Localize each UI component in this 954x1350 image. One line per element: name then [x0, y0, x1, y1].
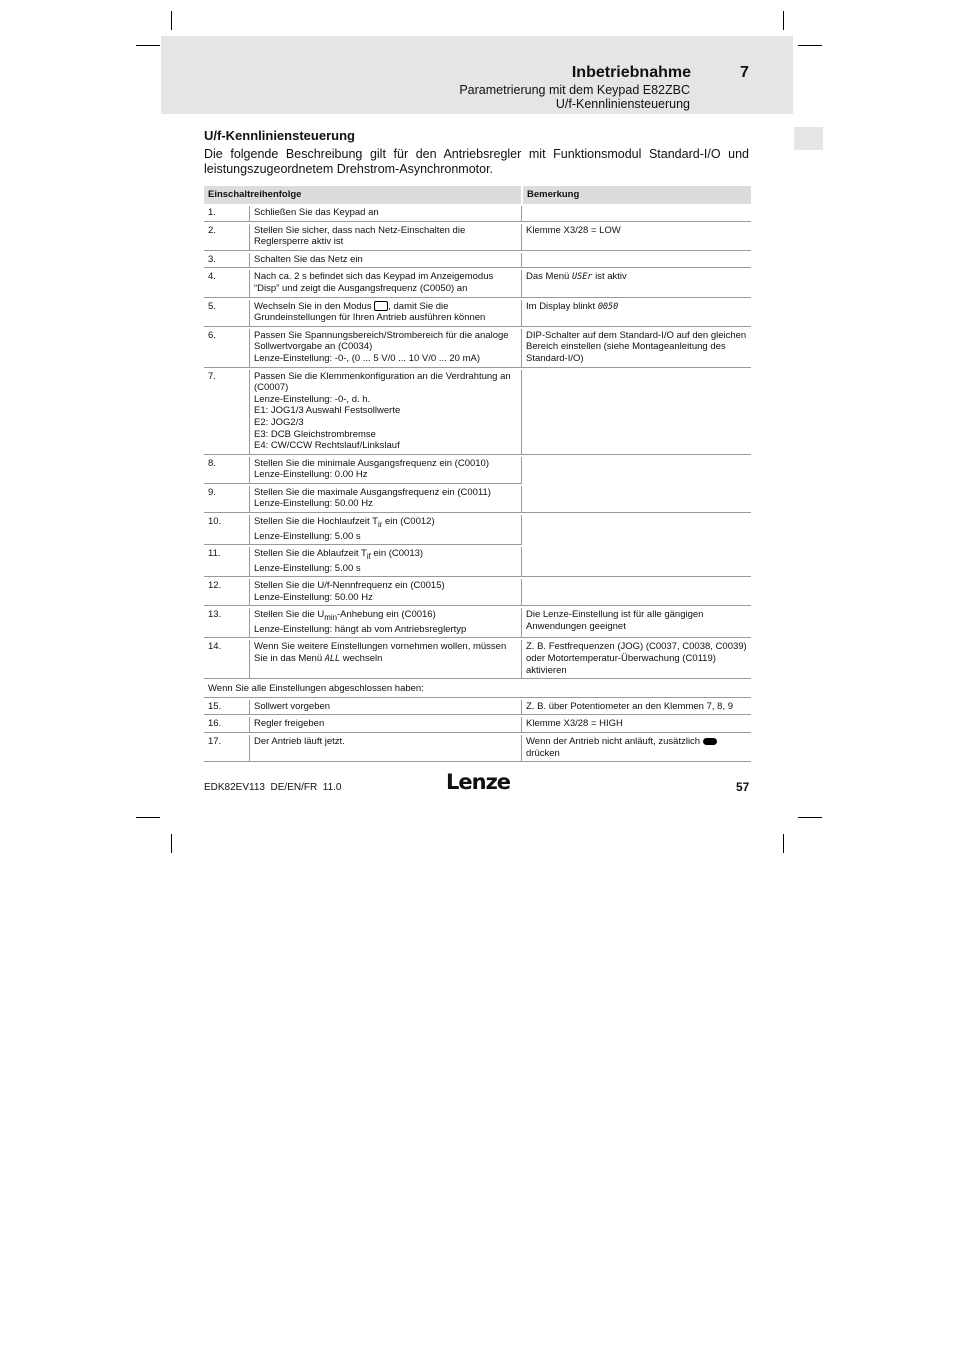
action-text: Stellen Sie die U/f-Nennfrequenz ein (C0015): [254, 580, 445, 592]
table-row: [204, 329, 751, 368]
action-text: ein (C0013): [370, 548, 424, 560]
step-action: Sollwert vorgeben: [249, 700, 521, 716]
step-remark: Klemme X3/28 = HIGH: [521, 717, 751, 733]
step-number: 6.: [204, 329, 249, 368]
step-number: 17.: [204, 735, 249, 762]
step-action: [249, 300, 521, 327]
action-text: Wechseln Sie in den Modus: [254, 300, 372, 312]
step-remark: [521, 515, 751, 545]
table-row: [204, 717, 751, 733]
action-line: E2: JOG2/3: [254, 416, 304, 428]
table-row: [204, 735, 751, 762]
table-row: [204, 370, 751, 455]
crop-mark: [136, 817, 160, 818]
header-subtitle-1: Parametrierung mit dem Keypad E82ZBC: [459, 83, 690, 97]
step-action: Nach ca. 2 s befindet sich das Keypad im Anzeigemodus “Disp” und zeigt die Ausgangsfrequenz (C0050) an: [249, 270, 521, 297]
action-text: Passen Sie die Klemmenkonfiguration an die Verdrahtung an (C0007): [254, 370, 511, 394]
section-heading: U/f-Kennliniensteuerung: [204, 128, 355, 143]
step-action: Der Antrieb läuft jetzt.: [249, 735, 521, 762]
commissioning-steps-table: [204, 184, 751, 764]
action-default: Lenze-Einstellung: 5.00 s: [254, 530, 361, 542]
crop-mark: [171, 834, 172, 853]
subscript: if: [366, 552, 371, 562]
table-header-row: [204, 186, 751, 204]
step-action: Regler freigeben: [249, 717, 521, 733]
table-row: [204, 270, 751, 297]
table-row: [204, 681, 751, 698]
action-text: Stellen Sie die Ablaufzeit T: [254, 548, 367, 560]
action-text: ein (C0012): [382, 516, 435, 528]
display-code: USEr: [571, 272, 593, 283]
step-action: [249, 579, 521, 606]
intro-paragraph: Die folgende Beschreibung gilt für den Antriebsregler mit Funktionsmodul Standard-I/O und leistungszugeordnetem Drehstrom-Asynchronmotor.: [204, 147, 749, 176]
table-row: [204, 253, 751, 269]
remark-text: ist aktiv: [595, 271, 627, 283]
step-number: 14.: [204, 640, 249, 679]
table-row: [204, 224, 751, 251]
step-remark: Z. B. über Potentiometer an den Klemmen 7, 8, 9: [521, 700, 751, 716]
action-text: wechseln: [342, 653, 383, 665]
action-default: Lenze-Einstellung: 50.00 Hz: [254, 498, 373, 510]
action-text: , damit Sie die Grundeinstellungen für Ihren Antrieb ausführen können: [254, 300, 486, 324]
section-row: Wenn Sie alle Einstellungen abgeschlossen haben:: [204, 681, 751, 698]
step-remark: Die Lenze-Einstellung ist für alle gängigen Anwendungen geeignet: [521, 608, 751, 638]
step-remark: [521, 300, 751, 327]
step-action: Schalten Sie das Netz ein: [249, 253, 521, 269]
lenze-logo: Lenze: [446, 770, 511, 794]
step-number: 4.: [204, 270, 249, 297]
step-action: [249, 486, 521, 513]
step-action: [249, 457, 521, 484]
chapter-side-tab: [794, 127, 823, 150]
step-number: 8.: [204, 457, 249, 484]
action-text: Stellen Sie die maximale Ausgangsfrequenz ein (C0011): [254, 486, 491, 498]
action-default: Lenze-Einstellung: 50.00 Hz: [254, 591, 373, 603]
step-action: Schließen Sie das Keypad an: [249, 206, 521, 222]
crop-mark: [136, 45, 160, 46]
step-remark: [521, 270, 751, 297]
table-row: [204, 640, 751, 679]
table-row: [204, 579, 751, 606]
crop-mark: [798, 45, 822, 46]
step-number: 11.: [204, 547, 249, 577]
page-number: 57: [736, 780, 750, 794]
action-default: Lenze-Einstellung: -0-, (0 ... 5 V/0 ... 10 V/0 ... 20 mA): [254, 352, 480, 364]
action-line: E3: DCB Gleichstrombremse: [254, 428, 376, 440]
remark-text: Wenn der Antrieb nicht anläuft, zusätzlich: [526, 736, 701, 748]
table-row: [204, 206, 751, 222]
step-action: [249, 640, 521, 679]
action-text: -Anhebung ein (C0016): [336, 609, 436, 621]
crop-mark: [783, 11, 784, 30]
crop-mark: [783, 834, 784, 853]
step-number: 3.: [204, 253, 249, 269]
step-number: 12.: [204, 579, 249, 606]
table-row: [204, 608, 751, 638]
chapter-number: 7: [740, 64, 749, 81]
step-action: [249, 515, 521, 545]
header-band: [161, 36, 793, 114]
table-header-sequence: Einschaltreihenfolge: [204, 186, 521, 204]
step-action: [249, 547, 521, 577]
step-number: 5.: [204, 300, 249, 327]
subscript: ir: [377, 519, 383, 529]
step-remark: [521, 370, 751, 455]
step-remark: [521, 579, 751, 606]
step-action: [249, 329, 521, 368]
step-number: 1.: [204, 206, 249, 222]
step-action: Stellen Sie sicher, dass nach Netz-Einschalten die Reglersperre aktiv ist: [249, 224, 521, 251]
step-number: 10.: [204, 515, 249, 545]
step-remark: [521, 206, 751, 222]
step-remark: [521, 547, 751, 577]
chapter-title: Inbetriebnahme: [571, 64, 691, 81]
step-number: 16.: [204, 717, 249, 733]
action-default: Lenze-Einstellung: 0.00 Hz: [254, 469, 368, 481]
action-text: Wenn Sie weitere Einstellungen vornehmen wollen, müssen Sie in das Menü: [254, 641, 507, 665]
step-remark: Z. B. Festfrequenzen (JOG) (C0037, C0038, C0039) oder Motortemperatur-Überwachung (C0119) aktivieren: [521, 640, 751, 679]
step-remark: [521, 735, 751, 762]
remark-text: Im Display blinkt: [526, 300, 596, 312]
step-number: 9.: [204, 486, 249, 513]
table-header-remark: Bemerkung: [521, 186, 751, 204]
step-number: 13.: [204, 608, 249, 638]
crop-mark: [171, 11, 172, 30]
header-subtitle-2: U/f-Kennliniensteuerung: [555, 97, 690, 111]
step-remark: [521, 486, 751, 513]
table-row: [204, 457, 751, 484]
table-row: [204, 515, 751, 545]
action-line: Lenze-Einstellung: -0-, d. h.: [254, 393, 371, 405]
table-row: [204, 300, 751, 327]
step-remark: [521, 253, 751, 269]
step-action: [249, 370, 521, 455]
step-remark: Klemme X3/28 = LOW: [521, 224, 751, 251]
remark-text: Das Menü: [526, 271, 570, 283]
step-number: 2.: [204, 224, 249, 251]
step-number: 15.: [204, 700, 249, 716]
action-text: Stellen Sie die minimale Ausgangsfrequenz ein (C0010): [254, 457, 489, 469]
action-text: Stellen Sie die U: [254, 609, 325, 621]
prg-key-icon: [703, 738, 717, 745]
table-row: [204, 700, 751, 716]
action-text: Stellen Sie die Hochlaufzeit T: [254, 516, 378, 528]
display-code: 0050: [597, 301, 619, 312]
action-default: Lenze-Einstellung: hängt ab vom Antriebsreglertyp: [254, 623, 467, 635]
step-action: [249, 608, 521, 638]
document-id: EDK82EV113 DE/EN/FR 11.0: [204, 782, 342, 793]
subscript: min: [324, 613, 337, 623]
step-remark: [521, 457, 751, 484]
action-line: E1: JOG1/3 Auswahl Festsollwerte: [254, 405, 401, 417]
table-row: [204, 486, 751, 513]
action-default: Lenze-Einstellung: 5.00 s: [254, 562, 361, 574]
action-text: Passen Sie Spannungsbereich/Strombereich für die analoge Sollwertvorgabe an (C0034): [254, 329, 509, 353]
action-line: E4: CW/CCW Rechtslauf/Linkslauf: [254, 440, 400, 452]
menu-code: ALL: [324, 654, 341, 665]
table-row: [204, 547, 751, 577]
crop-mark: [798, 817, 822, 818]
step-remark: DIP-Schalter auf dem Standard-I/O auf den gleichen Bereich einstellen (siehe Montageanleitung des Standard-I/O): [521, 329, 751, 368]
code-key-icon: [374, 301, 388, 311]
step-number: 7.: [204, 370, 249, 455]
remark-text: drücken: [526, 747, 560, 759]
